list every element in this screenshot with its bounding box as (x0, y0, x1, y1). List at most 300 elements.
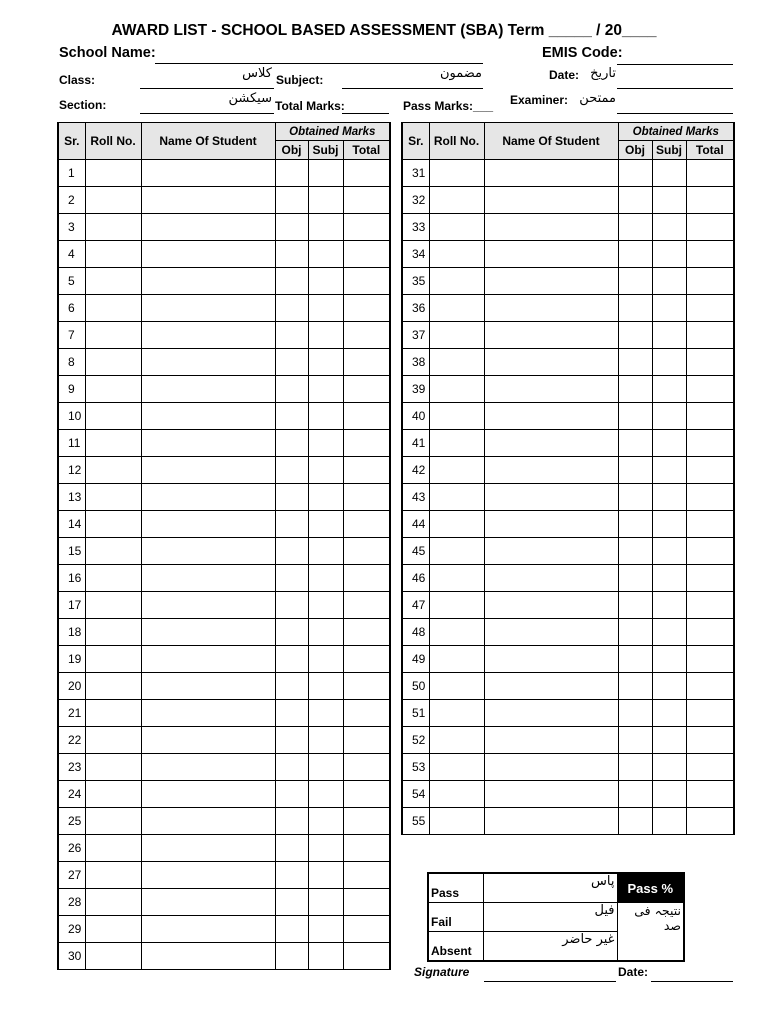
roll-no-cell[interactable] (85, 187, 141, 214)
student-name-cell[interactable] (484, 376, 618, 403)
section-field[interactable] (140, 113, 274, 114)
roll-no-cell[interactable] (429, 592, 484, 619)
roll-no-cell[interactable] (429, 808, 484, 835)
obj-marks-cell[interactable] (618, 295, 652, 322)
subj-marks-cell[interactable] (308, 268, 343, 295)
subj-marks-cell[interactable] (652, 511, 686, 538)
total-marks-cell[interactable] (343, 646, 390, 673)
obj-marks-cell[interactable] (618, 403, 652, 430)
total-marks-cell[interactable] (343, 241, 390, 268)
subj-marks-cell[interactable] (652, 808, 686, 835)
obj-marks-cell[interactable] (275, 160, 308, 187)
total-marks-cell[interactable] (343, 754, 390, 781)
roll-no-cell[interactable] (85, 214, 141, 241)
obj-marks-cell[interactable] (618, 727, 652, 754)
roll-no-cell[interactable] (429, 700, 484, 727)
subj-marks-cell[interactable] (652, 295, 686, 322)
subj-marks-cell[interactable] (652, 430, 686, 457)
student-name-cell[interactable] (141, 592, 275, 619)
roll-no-cell[interactable] (85, 592, 141, 619)
student-name-cell[interactable] (141, 160, 275, 187)
total-marks-cell[interactable] (686, 268, 734, 295)
obj-marks-cell[interactable] (618, 349, 652, 376)
subj-marks-cell[interactable] (308, 754, 343, 781)
student-name-cell[interactable] (484, 673, 618, 700)
total-marks-cell[interactable] (686, 160, 734, 187)
subj-marks-cell[interactable] (652, 754, 686, 781)
total-marks-cell[interactable] (686, 511, 734, 538)
signature-field[interactable] (484, 981, 616, 982)
student-name-cell[interactable] (141, 268, 275, 295)
roll-no-cell[interactable] (85, 646, 141, 673)
subj-marks-cell[interactable] (308, 457, 343, 484)
header-obtained-marks: Obtained Marks (618, 123, 734, 141)
student-name-cell[interactable] (484, 457, 618, 484)
roll-no-cell[interactable] (429, 430, 484, 457)
roll-no-cell[interactable] (85, 781, 141, 808)
roll-no-cell[interactable] (85, 700, 141, 727)
subj-marks-cell[interactable] (308, 916, 343, 943)
obj-marks-cell[interactable] (275, 322, 308, 349)
roll-no-cell[interactable] (429, 538, 484, 565)
obj-marks-cell[interactable] (275, 538, 308, 565)
obj-marks-cell[interactable] (275, 754, 308, 781)
roll-no-cell[interactable] (85, 565, 141, 592)
student-name-cell[interactable] (141, 376, 275, 403)
total-marks-cell[interactable] (686, 754, 734, 781)
obj-marks-cell[interactable] (275, 673, 308, 700)
obj-marks-cell[interactable] (618, 511, 652, 538)
roll-no-cell[interactable] (85, 862, 141, 889)
obj-marks-cell[interactable] (275, 241, 308, 268)
footer-date-field[interactable] (651, 981, 733, 982)
roll-no-cell[interactable] (429, 349, 484, 376)
table-row (402, 268, 734, 295)
table-row (402, 565, 734, 592)
table-row (402, 430, 734, 457)
total-marks-cell[interactable] (343, 538, 390, 565)
date-field[interactable] (617, 88, 733, 89)
obj-marks-cell[interactable] (275, 511, 308, 538)
obj-marks-cell[interactable] (618, 808, 652, 835)
obj-marks-cell[interactable] (275, 835, 308, 862)
student-name-cell[interactable] (141, 862, 275, 889)
student-name-cell[interactable] (141, 241, 275, 268)
total-marks-cell[interactable] (686, 565, 734, 592)
subj-marks-cell[interactable] (308, 349, 343, 376)
student-name-cell[interactable] (484, 619, 618, 646)
obj-marks-cell[interactable] (618, 565, 652, 592)
roll-no-cell[interactable] (429, 781, 484, 808)
subj-marks-cell[interactable] (652, 214, 686, 241)
subj-marks-cell[interactable] (652, 727, 686, 754)
total-marks-cell[interactable] (343, 160, 390, 187)
subj-marks-cell[interactable] (308, 727, 343, 754)
total-marks-cell[interactable] (686, 781, 734, 808)
total-marks-cell[interactable] (686, 214, 734, 241)
subj-marks-cell[interactable] (652, 700, 686, 727)
student-name-cell[interactable] (141, 835, 275, 862)
total-marks-cell[interactable] (343, 619, 390, 646)
student-name-cell[interactable] (141, 889, 275, 916)
total-marks-cell[interactable] (343, 673, 390, 700)
roll-no-cell[interactable] (85, 430, 141, 457)
roll-no-cell[interactable] (85, 754, 141, 781)
roll-no-cell[interactable] (85, 673, 141, 700)
obj-marks-cell[interactable] (275, 457, 308, 484)
pass-percent-value[interactable] (617, 903, 684, 962)
subj-marks-cell[interactable] (308, 889, 343, 916)
total-marks-cell[interactable] (686, 430, 734, 457)
total-marks-cell[interactable] (686, 457, 734, 484)
roll-no-cell[interactable] (85, 349, 141, 376)
roll-no-cell[interactable] (429, 646, 484, 673)
obj-marks-cell[interactable] (275, 430, 308, 457)
student-name-cell[interactable] (484, 700, 618, 727)
roll-no-cell[interactable] (85, 835, 141, 862)
student-name-cell[interactable] (141, 808, 275, 835)
roll-no-cell[interactable] (429, 673, 484, 700)
obj-marks-cell[interactable] (618, 457, 652, 484)
table-row (58, 295, 390, 322)
roll-no-cell[interactable] (429, 376, 484, 403)
student-name-cell[interactable] (141, 727, 275, 754)
subj-marks-cell[interactable] (308, 241, 343, 268)
obj-marks-cell[interactable] (275, 295, 308, 322)
total-marks-cell[interactable] (343, 700, 390, 727)
header-total: Total (343, 141, 390, 160)
table-row (58, 700, 390, 727)
student-name-cell[interactable] (484, 322, 618, 349)
student-name-cell[interactable] (141, 430, 275, 457)
subj-marks-cell[interactable] (308, 943, 343, 970)
subj-marks-cell[interactable] (308, 430, 343, 457)
table-row (58, 727, 390, 754)
subj-marks-cell[interactable] (652, 403, 686, 430)
roll-no-cell[interactable] (85, 808, 141, 835)
subj-marks-cell[interactable] (652, 646, 686, 673)
total-marks-cell[interactable] (686, 295, 734, 322)
subj-marks-cell[interactable] (652, 538, 686, 565)
roll-no-cell[interactable] (429, 511, 484, 538)
student-name-cell[interactable] (484, 565, 618, 592)
roll-no-cell[interactable] (429, 241, 484, 268)
total-marks-cell[interactable] (343, 403, 390, 430)
total-marks-cell[interactable] (343, 889, 390, 916)
total-marks-cell[interactable] (343, 349, 390, 376)
roll-no-cell[interactable] (429, 457, 484, 484)
total-marks-cell[interactable] (343, 835, 390, 862)
student-name-cell[interactable] (484, 808, 618, 835)
subj-marks-cell[interactable] (308, 538, 343, 565)
total-marks-cell[interactable] (343, 457, 390, 484)
total-marks-cell[interactable] (343, 592, 390, 619)
roll-no-cell[interactable] (85, 241, 141, 268)
student-name-cell[interactable] (141, 187, 275, 214)
roll-no-cell[interactable] (429, 484, 484, 511)
student-name-cell[interactable] (484, 214, 618, 241)
subj-marks-cell[interactable] (308, 781, 343, 808)
obj-marks-cell[interactable] (275, 862, 308, 889)
total-marks-cell[interactable] (686, 376, 734, 403)
roll-no-cell[interactable] (85, 457, 141, 484)
student-name-cell[interactable] (484, 754, 618, 781)
roll-no-cell[interactable] (429, 214, 484, 241)
student-name-cell[interactable] (141, 349, 275, 376)
roll-no-cell[interactable] (85, 322, 141, 349)
subj-marks-cell[interactable] (308, 700, 343, 727)
subj-marks-cell[interactable] (652, 457, 686, 484)
total-marks-cell[interactable] (343, 808, 390, 835)
roll-no-cell[interactable] (85, 916, 141, 943)
total-marks-field[interactable] (342, 113, 389, 114)
obj-marks-cell[interactable] (618, 160, 652, 187)
obj-marks-cell[interactable] (275, 565, 308, 592)
total-marks-cell[interactable] (343, 781, 390, 808)
subject-field[interactable] (342, 88, 483, 89)
obj-marks-cell[interactable] (275, 700, 308, 727)
student-name-cell[interactable] (484, 484, 618, 511)
subj-marks-cell[interactable] (652, 565, 686, 592)
obj-marks-cell[interactable] (275, 646, 308, 673)
subj-marks-cell[interactable] (652, 592, 686, 619)
obj-marks-cell[interactable] (618, 754, 652, 781)
obj-marks-cell[interactable] (618, 241, 652, 268)
obj-marks-cell[interactable] (275, 808, 308, 835)
roll-no-cell[interactable] (429, 754, 484, 781)
fail-urdu-label: فیل (483, 903, 617, 932)
total-marks-cell[interactable] (686, 349, 734, 376)
total-marks-cell[interactable] (686, 727, 734, 754)
student-name-cell[interactable] (141, 754, 275, 781)
obj-marks-cell[interactable] (275, 889, 308, 916)
student-name-cell[interactable] (141, 646, 275, 673)
subj-marks-cell[interactable] (308, 187, 343, 214)
student-name-cell[interactable] (141, 511, 275, 538)
total-marks-cell[interactable] (343, 565, 390, 592)
total-marks-cell[interactable] (343, 268, 390, 295)
subj-marks-cell[interactable] (652, 160, 686, 187)
student-name-cell[interactable] (484, 241, 618, 268)
total-marks-cell[interactable] (343, 916, 390, 943)
student-name-cell[interactable] (141, 214, 275, 241)
subj-marks-cell[interactable] (308, 673, 343, 700)
subj-marks-cell[interactable] (308, 403, 343, 430)
obj-marks-cell[interactable] (275, 214, 308, 241)
subj-marks-cell[interactable] (308, 484, 343, 511)
roll-no-cell[interactable] (85, 511, 141, 538)
subj-marks-cell[interactable] (652, 484, 686, 511)
subj-marks-cell[interactable] (308, 619, 343, 646)
total-marks-cell[interactable] (343, 943, 390, 970)
student-name-cell[interactable] (484, 592, 618, 619)
subj-marks-cell[interactable] (308, 511, 343, 538)
student-name-cell[interactable] (484, 187, 618, 214)
total-marks-cell[interactable] (686, 646, 734, 673)
total-marks-cell[interactable] (343, 862, 390, 889)
obj-marks-cell[interactable] (275, 268, 308, 295)
header-roll-no: Roll No. (429, 123, 484, 160)
total-marks-cell[interactable] (686, 700, 734, 727)
total-marks-cell[interactable] (343, 430, 390, 457)
roll-no-cell[interactable] (429, 187, 484, 214)
roll-no-cell[interactable] (85, 268, 141, 295)
table-row (58, 511, 390, 538)
header-total: Total (686, 141, 734, 160)
student-name-cell[interactable] (141, 943, 275, 970)
student-name-cell[interactable] (141, 916, 275, 943)
student-name-cell[interactable] (484, 268, 618, 295)
subj-marks-cell[interactable] (308, 862, 343, 889)
obj-marks-cell[interactable] (275, 943, 308, 970)
subj-marks-cell[interactable] (652, 673, 686, 700)
student-name-cell[interactable] (484, 538, 618, 565)
total-marks-cell[interactable] (686, 187, 734, 214)
subj-marks-cell[interactable] (308, 808, 343, 835)
roll-no-cell[interactable] (85, 403, 141, 430)
total-marks-cell[interactable] (343, 511, 390, 538)
student-name-cell[interactable] (484, 727, 618, 754)
student-name-cell[interactable] (484, 403, 618, 430)
obj-marks-cell[interactable] (618, 592, 652, 619)
obj-marks-cell[interactable] (618, 781, 652, 808)
obj-marks-cell[interactable] (275, 592, 308, 619)
total-marks-cell[interactable] (686, 241, 734, 268)
class-field[interactable] (140, 88, 274, 89)
student-name-cell[interactable] (484, 160, 618, 187)
table-row (58, 916, 390, 943)
roll-no-cell[interactable] (85, 943, 141, 970)
serial-number-cell: 27 (58, 862, 85, 889)
student-name-cell[interactable] (141, 781, 275, 808)
subj-marks-cell[interactable] (308, 160, 343, 187)
student-name-cell[interactable] (141, 484, 275, 511)
student-name-cell[interactable] (141, 295, 275, 322)
obj-marks-cell[interactable] (275, 349, 308, 376)
obj-marks-cell[interactable] (275, 484, 308, 511)
student-name-cell[interactable] (141, 403, 275, 430)
subj-marks-cell[interactable] (308, 322, 343, 349)
total-marks-cell[interactable] (686, 808, 734, 835)
roll-no-cell[interactable] (85, 619, 141, 646)
examiner-field[interactable] (617, 113, 733, 114)
student-name-cell[interactable] (141, 700, 275, 727)
roll-no-cell[interactable] (429, 565, 484, 592)
total-marks-cell[interactable] (343, 376, 390, 403)
roll-no-cell[interactable] (429, 160, 484, 187)
student-name-cell[interactable] (484, 430, 618, 457)
total-marks-cell[interactable] (343, 727, 390, 754)
total-marks-cell[interactable] (343, 295, 390, 322)
roll-no-cell[interactable] (85, 295, 141, 322)
subj-marks-cell[interactable] (308, 592, 343, 619)
subj-marks-cell[interactable] (652, 619, 686, 646)
roll-no-cell[interactable] (85, 889, 141, 916)
obj-marks-cell[interactable] (618, 619, 652, 646)
subj-marks-cell[interactable] (652, 349, 686, 376)
student-name-cell[interactable] (141, 619, 275, 646)
roll-no-cell[interactable] (85, 538, 141, 565)
roll-no-cell[interactable] (429, 322, 484, 349)
obj-marks-cell[interactable] (618, 322, 652, 349)
obj-marks-cell[interactable] (618, 484, 652, 511)
student-name-cell[interactable] (141, 538, 275, 565)
total-marks-cell[interactable] (686, 322, 734, 349)
obj-marks-cell[interactable] (275, 727, 308, 754)
total-marks-cell[interactable] (686, 484, 734, 511)
total-marks-cell[interactable] (686, 673, 734, 700)
student-name-cell[interactable] (484, 781, 618, 808)
subj-marks-cell[interactable] (308, 565, 343, 592)
student-name-cell[interactable] (484, 646, 618, 673)
student-name-cell[interactable] (141, 673, 275, 700)
obj-marks-cell[interactable] (275, 916, 308, 943)
total-marks-cell[interactable] (343, 484, 390, 511)
subj-marks-cell[interactable] (308, 214, 343, 241)
student-name-cell[interactable] (484, 511, 618, 538)
obj-marks-cell[interactable] (275, 403, 308, 430)
roll-no-cell[interactable] (429, 727, 484, 754)
subj-marks-cell[interactable] (652, 241, 686, 268)
obj-marks-cell[interactable] (618, 214, 652, 241)
roll-no-cell[interactable] (85, 160, 141, 187)
obj-marks-cell[interactable] (275, 781, 308, 808)
total-marks-cell[interactable] (343, 322, 390, 349)
subj-marks-cell[interactable] (308, 835, 343, 862)
student-name-cell[interactable] (141, 322, 275, 349)
roll-no-cell[interactable] (85, 727, 141, 754)
obj-marks-cell[interactable] (618, 538, 652, 565)
obj-marks-cell[interactable] (618, 673, 652, 700)
obj-marks-cell[interactable] (618, 700, 652, 727)
subj-marks-cell[interactable] (308, 376, 343, 403)
emis-code-field[interactable] (617, 64, 733, 65)
student-name-cell[interactable] (141, 457, 275, 484)
obj-marks-cell[interactable] (618, 430, 652, 457)
roll-no-cell[interactable] (85, 484, 141, 511)
obj-marks-cell[interactable] (275, 187, 308, 214)
total-marks-cell[interactable] (686, 538, 734, 565)
subj-marks-cell[interactable] (652, 781, 686, 808)
total-marks-cell[interactable] (343, 187, 390, 214)
student-name-cell[interactable] (141, 565, 275, 592)
roll-no-cell[interactable] (429, 268, 484, 295)
total-marks-cell[interactable] (686, 619, 734, 646)
roll-no-cell[interactable] (429, 403, 484, 430)
total-marks-cell[interactable] (686, 403, 734, 430)
obj-marks-cell[interactable] (618, 646, 652, 673)
school-name-field[interactable] (155, 63, 483, 64)
total-marks-cell[interactable] (686, 592, 734, 619)
obj-marks-cell[interactable] (275, 376, 308, 403)
obj-marks-cell[interactable] (618, 187, 652, 214)
obj-marks-cell[interactable] (618, 376, 652, 403)
obj-marks-cell[interactable] (275, 619, 308, 646)
subj-marks-cell[interactable] (308, 646, 343, 673)
roll-no-cell[interactable] (429, 295, 484, 322)
student-name-cell[interactable] (484, 349, 618, 376)
total-marks-cell[interactable] (343, 214, 390, 241)
subj-marks-cell[interactable] (652, 187, 686, 214)
roll-no-cell[interactable] (85, 376, 141, 403)
student-name-cell[interactable] (484, 295, 618, 322)
subj-marks-cell[interactable] (308, 295, 343, 322)
subj-marks-cell[interactable] (652, 268, 686, 295)
roll-no-cell[interactable] (429, 619, 484, 646)
obj-marks-cell[interactable] (618, 268, 652, 295)
subj-marks-cell[interactable] (652, 322, 686, 349)
subj-marks-cell[interactable] (652, 376, 686, 403)
